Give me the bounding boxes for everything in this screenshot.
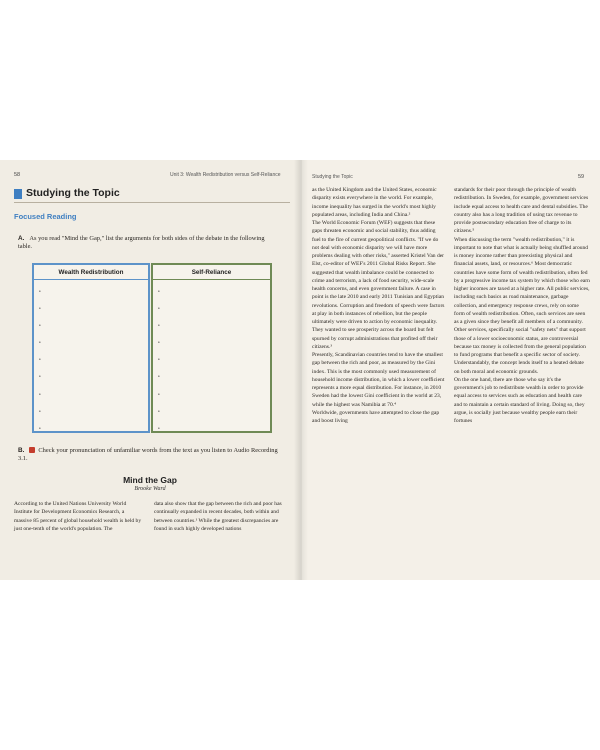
page-number-right: 59	[578, 174, 585, 180]
wealth-redistribution-bullets[interactable]	[34, 280, 148, 438]
wealth-redistribution-column	[32, 263, 150, 433]
table-bullet: •	[39, 426, 41, 432]
table-bullet: •	[39, 307, 41, 313]
instruction-a-text: As you read "Mind the Gap," list the arguments for both sides of the debate in the following table.	[18, 235, 265, 251]
table-bullet: •	[39, 375, 41, 381]
audio-recording-icon[interactable]	[29, 447, 35, 453]
article-title: Mind the Gap	[123, 475, 177, 485]
section-divider	[14, 202, 290, 203]
table-bullet: •	[39, 290, 41, 295]
table-bullet: •	[39, 324, 41, 330]
instruction-b-letter: B.	[18, 447, 25, 454]
article-author: Brooke Ward	[134, 486, 166, 492]
table-bullet: •	[158, 409, 160, 415]
table-bullet: •	[158, 324, 160, 330]
book-gutter	[294, 160, 308, 580]
instruction-b	[18, 447, 280, 464]
self-reliance-column	[151, 263, 272, 433]
table-bullet: •	[39, 341, 41, 347]
article-column-right-1	[312, 186, 445, 425]
instruction-a-letter: A.	[18, 235, 25, 242]
table-bullet: •	[158, 375, 160, 381]
article-paragraph: standards for their poor through the principle of wealth redistribution. In Sweden, for example, government services include equal access to health care and dental subsidies. The country also has a long tradition of using tax revenue to provide postsecondary education free of charge to its citizens.⁵ When discussing the term "wealth redistribution," it is important to note that what is actually being shuffled around is money income rather than preexisting physical and financial assets, land, or resources.⁶ Most democratic countries have some form of wealth redistribution, often fed by a progressive income tax system by which those who earn higher incomes are taxed at a higher rate. All public services, including such basics as road maintenance, garbage collection, and emergency response crews, rely on some form of wealth redistribution. Often, such services are seen as a given since they benefit all members of a community. Other services, specifically social "safety nets" that support those of a lower socioeconomic status, are controversial because tax money is collected from the general population to fund programs that benefit a specific sector of society. Understandably, the concept lends itself to a heated debate on both moral and economic grounds. On the one hand, there are those who say it's the government's job to redistribute wealth in order to provide equal access to services such as education and health care and to maintain a certain standard of living. Doing so, they argue, is socially just because wealthy people earn their fortunes	[454, 187, 590, 424]
table-bullet: •	[158, 392, 160, 398]
article-paragraph: data also show that the gap between the rich and poor has continually expanded in recent decades, both within and between countries.¹ While the greatest discrepancies are found in such highly developed nations	[154, 501, 282, 532]
table-bullet: •	[158, 426, 160, 432]
running-head-left: Unit 3: Wealth Redistribution versus Self-Reliance	[170, 172, 281, 178]
table-bullet: •	[158, 290, 160, 295]
wealth-redistribution-header: Wealth Redistribution	[34, 265, 148, 280]
table-bullet: •	[39, 358, 41, 364]
table-bullet: •	[158, 358, 160, 364]
running-head-right: Studying the Topic	[312, 174, 353, 180]
table-bullet: •	[39, 392, 41, 398]
argument-table	[32, 263, 272, 433]
subheading: Focused Reading	[14, 212, 77, 221]
article-column-right-2	[454, 186, 590, 425]
left-page	[0, 160, 300, 580]
instruction-b-text: Check your pronunciation of unfamiliar words from the text as you listen to Audio Recording 3.1.	[18, 447, 278, 463]
article-paragraph: as the United Kingdom and the United States, economic disparity exists everywhere in the world. For example, income inequality has surged in the world's most highly populated areas, including India and China.² The World Economic Forum (WEF) suggests that these gaps threaten economic and social stability, thus adding fuel to the fire of current geopolitical conflicts. "If we do not deal with economic disparity we will have more problems dealing with other risks," asserted Kristel Van der Elst, co-editor of WEF's 2011 Global Risks Report. She suggested that wealth imbalance could be connected to crime and terrorism, a lack of food security, wide-scale health concerns, and even government failure. A case in point is the late 2010 and early 2011 Tunisian and Egyptian revolutions. Corruption and freedom of speech were factors at play in both instances of rebellion, but the people ultimately were driven to action by economic inequality. They wanted to see prosperity across the board but felt spurned by corrupt administrations that profited off their citizens.³ Presently, Scandinavian countries tend to have the smallest gap between the rich and poor, as measured by the Gini index. This is the most commonly used measurement of household income distribution, in which a lower coefficient represents a more equal distribution. For instance, in 2010 Sweden had the lowest Gini coefficient in the world at 23, while the highest was Namibia at 70.⁴ Worldwide, governments have attempted to close the gap and boost living	[312, 187, 445, 424]
book-spread	[0, 160, 600, 580]
article-paragraph: According to the United Nations University World Institute for Development Economics Research, a massive 85 percent of global household wealth is held by just one-tenth of the world's population. The	[14, 501, 142, 532]
section-title: Studying the Topic	[26, 187, 120, 199]
section-marker	[14, 189, 22, 199]
article-column-left-1	[14, 500, 142, 533]
instruction-a	[18, 235, 280, 252]
table-bullet: •	[39, 409, 41, 415]
page-number-left: 58	[14, 172, 21, 178]
right-page	[300, 160, 600, 580]
self-reliance-bullets[interactable]	[153, 280, 270, 438]
article-column-left-2	[154, 500, 284, 533]
table-bullet: •	[158, 341, 160, 347]
table-bullet: •	[158, 307, 160, 313]
self-reliance-header: Self-Reliance	[153, 265, 270, 280]
